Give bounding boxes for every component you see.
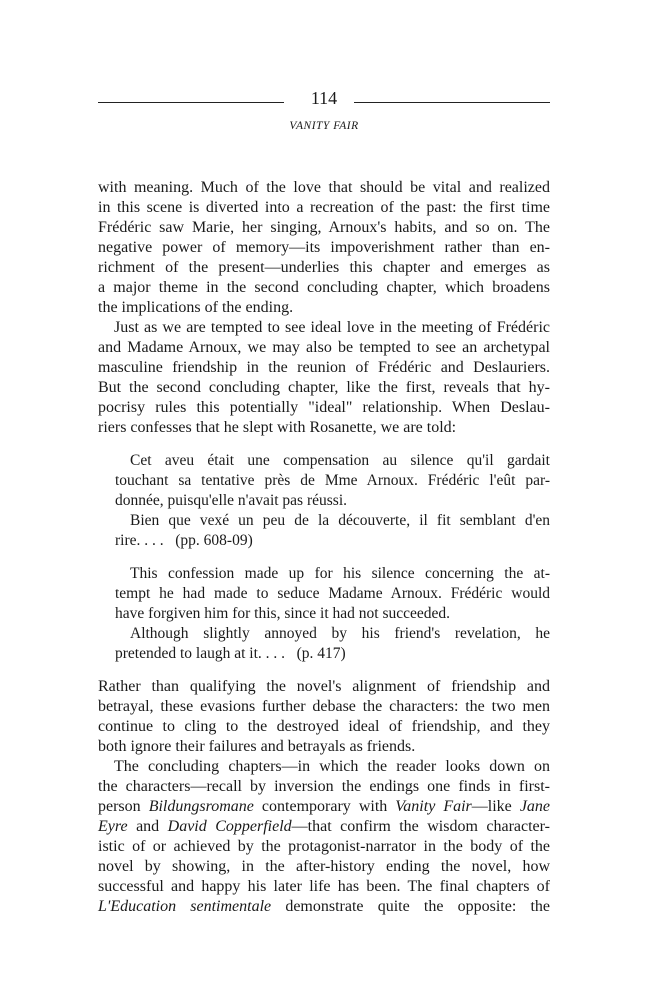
text-line: riers confesses that he slept with Rosanette, we are told: (98, 419, 457, 436)
text-line: a major theme in the second concluding chapter, which broadens (98, 279, 550, 296)
text-line: masculine friendship in the reunion of Frédéric and Deslauriers. (98, 359, 550, 376)
page-number: 114 (310, 88, 338, 108)
text-line: with meaning. Much of the love that should be vital and realized (98, 179, 550, 196)
text-line: Frédéric saw Marie, her singing, Arnoux's habits, and so on. The (98, 219, 550, 236)
text-line (98, 817, 550, 837)
text-line: pocrisy rules this potentially "ideal" relationship. When Deslau- (98, 399, 550, 416)
text-line: richment of the present—underlies this chapter and emerges as (98, 259, 550, 276)
quote-line: Cet aveu était une compensation au silence qu'il gardait (130, 452, 550, 469)
italic-title: Vanity Fair (395, 798, 472, 815)
text-line: continue to cling to the destroyed ideal of friendship, and they (98, 718, 550, 735)
text-line: successful and happy his later life has been. The final chapters of (98, 878, 550, 895)
text-line: novel by showing, in the after-history ending the novel, how (98, 858, 550, 875)
quote-line: This confession made up for his silence concerning the at- (130, 565, 550, 582)
text-line: Rather than qualifying the novel's alignment of friendship and (98, 678, 550, 695)
quote-line: donnée, puisqu'elle n'avait pas réussi. (115, 492, 348, 509)
running-head: VANITY FAIR (289, 120, 359, 132)
text-line: both ignore their failures and betrayals as friends. (98, 738, 416, 755)
text-run: contemporary with (253, 798, 396, 815)
quote-line: pretended to laugh at it. . . . (p. 417) (115, 645, 346, 662)
text-run: —like (471, 798, 520, 815)
text-run: demonstrate quite the opposite: the (271, 898, 550, 915)
text-line: But the second concluding chapter, like the first, reveals that hy- (98, 379, 550, 396)
text-line: the implications of the ending. (98, 299, 294, 316)
italic-title: David Copperfield (167, 818, 292, 835)
italic-title: Jane (519, 798, 551, 815)
paragraph-3 (98, 677, 550, 757)
text-line: negative power of memory—its impoverishment rather than en- (98, 239, 550, 256)
text-line: Just as we are tempted to see ideal love in the meeting of Frédéric (114, 319, 550, 336)
paragraph-4 (98, 757, 550, 917)
block-quote-english (98, 564, 550, 664)
quote-line: Although slightly annoyed by his friend's revelation, he (130, 625, 550, 642)
header-rule-right (354, 102, 550, 103)
quote-line: have forgiven him for this, since it had not succeeded. (115, 605, 451, 622)
block-quote-french (98, 451, 550, 551)
text-line: and Madame Arnoux, we may also be tempted to see an archetypal (98, 339, 550, 356)
paragraph-2 (98, 318, 550, 438)
text-run: —that confirm the wisdom character- (291, 818, 550, 835)
italic-title: L'Education sentimentale (98, 898, 272, 915)
text-line (98, 797, 550, 817)
text-run: and (127, 818, 168, 835)
text-line (98, 897, 550, 917)
quote-line: tempt he had made to seduce Madame Arnoux. Frédéric would (115, 585, 550, 602)
text-line: in this scene is diverted into a recreation of the past: the first time (98, 199, 550, 216)
text-line: betrayal, these evasions further debase the characters: the two men (98, 698, 550, 715)
quote-line: rire. . . . (pp. 608-09) (115, 532, 253, 549)
text-line: the characters—recall by inversion the endings one finds in first- (98, 778, 550, 795)
paragraph-1 (98, 178, 550, 318)
body-text (98, 178, 550, 917)
text-run: person (98, 798, 149, 815)
text-line: The concluding chapters—in which the reader looks down on (114, 758, 550, 775)
quote-line: touchant sa tentative près de Mme Arnoux. Frédéric l'eût par- (115, 472, 550, 489)
page-header (98, 88, 550, 108)
quote-line: Bien que vexé un peu de la découverte, il fit semblant d'en (130, 512, 550, 529)
italic-title: Bildungsromane (148, 798, 254, 815)
italic-title: Eyre (98, 818, 128, 835)
text-line: istic of or achieved by the protagonist-narrator in the body of the (98, 838, 550, 855)
